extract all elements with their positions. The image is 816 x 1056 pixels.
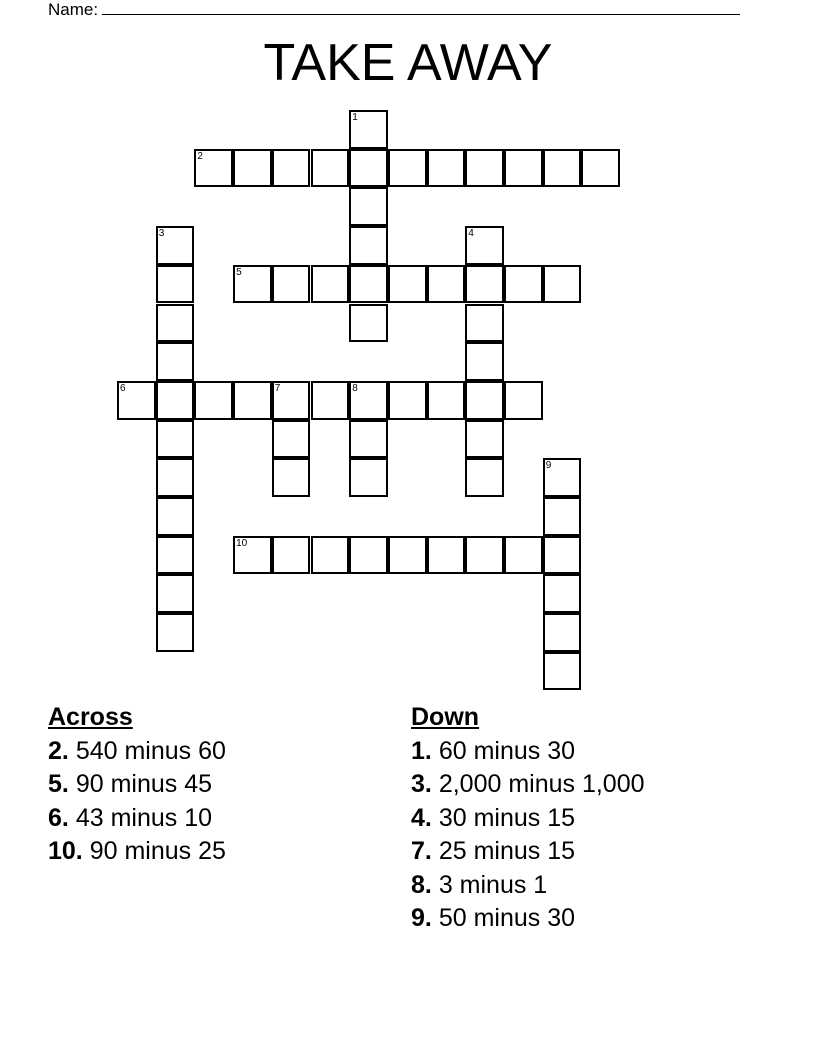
crossword-cell[interactable] — [388, 381, 427, 420]
across-heading: Across — [48, 703, 133, 731]
crossword-cell[interactable] — [349, 536, 388, 575]
down-heading: Down — [411, 703, 480, 731]
down-clue — [411, 902, 645, 936]
crossword-cell[interactable] — [156, 226, 195, 265]
clue-number: 10. — [48, 837, 83, 865]
crossword-cell[interactable] — [349, 458, 388, 497]
across-clues — [48, 701, 226, 869]
crossword-cell[interactable] — [311, 381, 350, 420]
crossword-cell[interactable] — [465, 420, 504, 459]
clue-text: 30 minus 15 — [438, 803, 576, 832]
cell-number: 3 — [158, 228, 165, 240]
clue-text: 3 minus 1 — [438, 870, 548, 899]
across-clue — [48, 835, 226, 869]
clue-number: 3. — [411, 770, 432, 798]
clue-number: 8. — [411, 870, 432, 899]
clue-text: 60 minus 30 — [438, 736, 576, 765]
crossword-cell[interactable] — [543, 613, 582, 652]
crossword-cell[interactable] — [349, 304, 388, 343]
crossword-cell[interactable] — [311, 265, 350, 304]
crossword-cell[interactable] — [272, 149, 311, 188]
clue-text: 90 minus 25 — [89, 837, 226, 865]
crossword-cell[interactable] — [504, 265, 543, 304]
cell-number: 1 — [352, 112, 358, 123]
clue-text: 2,000 minus 1,000 — [438, 770, 645, 798]
cell-number: 2 — [197, 150, 203, 162]
crossword-cell[interactable] — [465, 381, 504, 420]
cell-number: 7 — [274, 382, 281, 394]
across-clue — [48, 768, 226, 802]
cell-number: 8 — [352, 382, 358, 394]
crossword-cell[interactable] — [156, 420, 195, 459]
cell-number: 5 — [236, 266, 242, 278]
crossword-cell[interactable] — [465, 226, 504, 265]
crossword-cell[interactable] — [543, 497, 582, 536]
clue-number: 5. — [48, 770, 69, 798]
clue-number: 2. — [48, 736, 69, 765]
crossword-cell[interactable] — [349, 187, 388, 226]
crossword-cell[interactable] — [427, 265, 466, 304]
crossword-cell[interactable] — [156, 497, 195, 536]
down-clues — [411, 701, 645, 936]
crossword-cell[interactable] — [117, 381, 156, 420]
across-clue — [48, 735, 226, 769]
crossword-cell[interactable] — [504, 536, 543, 575]
down-clue — [411, 768, 645, 802]
crossword-cell[interactable] — [465, 265, 504, 304]
crossword-cell[interactable] — [349, 381, 388, 420]
down-clue — [411, 835, 645, 869]
down-clue — [411, 735, 645, 769]
crossword-cell[interactable] — [156, 381, 195, 420]
crossword-cell[interactable] — [194, 381, 233, 420]
crossword-cell[interactable] — [504, 381, 543, 420]
crossword-cell[interactable] — [233, 536, 272, 575]
crossword-cell[interactable] — [156, 536, 195, 575]
crossword-cell[interactable] — [311, 149, 350, 188]
crossword-cell[interactable] — [388, 536, 427, 575]
crossword-cell[interactable] — [427, 381, 466, 420]
crossword-cell[interactable] — [543, 458, 582, 497]
crossword-cell[interactable] — [272, 420, 311, 459]
crossword-cell[interactable] — [156, 458, 195, 497]
crossword-cell[interactable] — [543, 652, 582, 691]
crossword-cell[interactable] — [233, 265, 272, 304]
crossword-cell[interactable] — [272, 381, 311, 420]
crossword-cell[interactable] — [272, 536, 311, 575]
clue-text: 43 minus 10 — [75, 803, 213, 832]
crossword-cell[interactable] — [156, 342, 195, 381]
crossword-cell[interactable] — [311, 536, 350, 575]
crossword-cell[interactable] — [156, 304, 195, 343]
crossword-cell[interactable] — [388, 265, 427, 304]
down-clue — [411, 869, 645, 903]
crossword-cell[interactable] — [465, 342, 504, 381]
crossword-cell[interactable] — [272, 458, 311, 497]
crossword-cell[interactable] — [427, 536, 466, 575]
crossword-cell[interactable] — [233, 149, 272, 188]
crossword-cell[interactable] — [194, 149, 233, 188]
crossword-cell[interactable] — [581, 149, 620, 188]
crossword-cell[interactable] — [465, 304, 504, 343]
clue-number: 9. — [411, 904, 432, 932]
crossword-cell[interactable] — [465, 458, 504, 497]
crossword-cell[interactable] — [465, 536, 504, 575]
crossword-cell[interactable] — [233, 381, 272, 420]
clue-number: 1. — [411, 736, 432, 765]
cell-number: 4 — [468, 228, 474, 240]
crossword-cell[interactable] — [543, 536, 582, 575]
crossword-cell[interactable] — [156, 613, 195, 652]
crossword-cell[interactable] — [543, 574, 582, 613]
crossword-cell[interactable] — [349, 149, 388, 188]
crossword-cell[interactable] — [504, 149, 543, 188]
clue-text: 25 minus 15 — [438, 837, 576, 865]
name-label: Name: — [48, 0, 99, 19]
cell-number: 10 — [236, 537, 248, 549]
crossword-cell[interactable] — [543, 149, 582, 188]
crossword-cell[interactable] — [156, 265, 195, 304]
clue-number: 6. — [48, 803, 69, 832]
across-clue — [48, 802, 226, 836]
cell-number: 9 — [545, 460, 552, 472]
clue-number: 7. — [411, 837, 432, 865]
clue-text: 540 minus 60 — [75, 736, 226, 765]
crossword-cell[interactable] — [349, 265, 388, 304]
clue-number: 4. — [411, 803, 432, 832]
crossword-cell[interactable] — [156, 574, 195, 613]
down-clue — [411, 802, 645, 836]
crossword-cell[interactable] — [427, 149, 466, 188]
crossword-cell[interactable] — [388, 149, 427, 188]
crossword-cell[interactable] — [349, 226, 388, 265]
clue-text: 90 minus 45 — [75, 770, 213, 798]
page-title: TAKE AWAY — [263, 34, 553, 92]
crossword-cell[interactable] — [349, 110, 388, 149]
crossword-cell[interactable] — [543, 265, 582, 304]
clue-text: 50 minus 30 — [438, 904, 576, 932]
crossword-cell[interactable] — [349, 420, 388, 459]
crossword-cell[interactable] — [465, 149, 504, 188]
cell-number: 6 — [120, 382, 126, 394]
crossword-cell[interactable] — [272, 265, 311, 304]
